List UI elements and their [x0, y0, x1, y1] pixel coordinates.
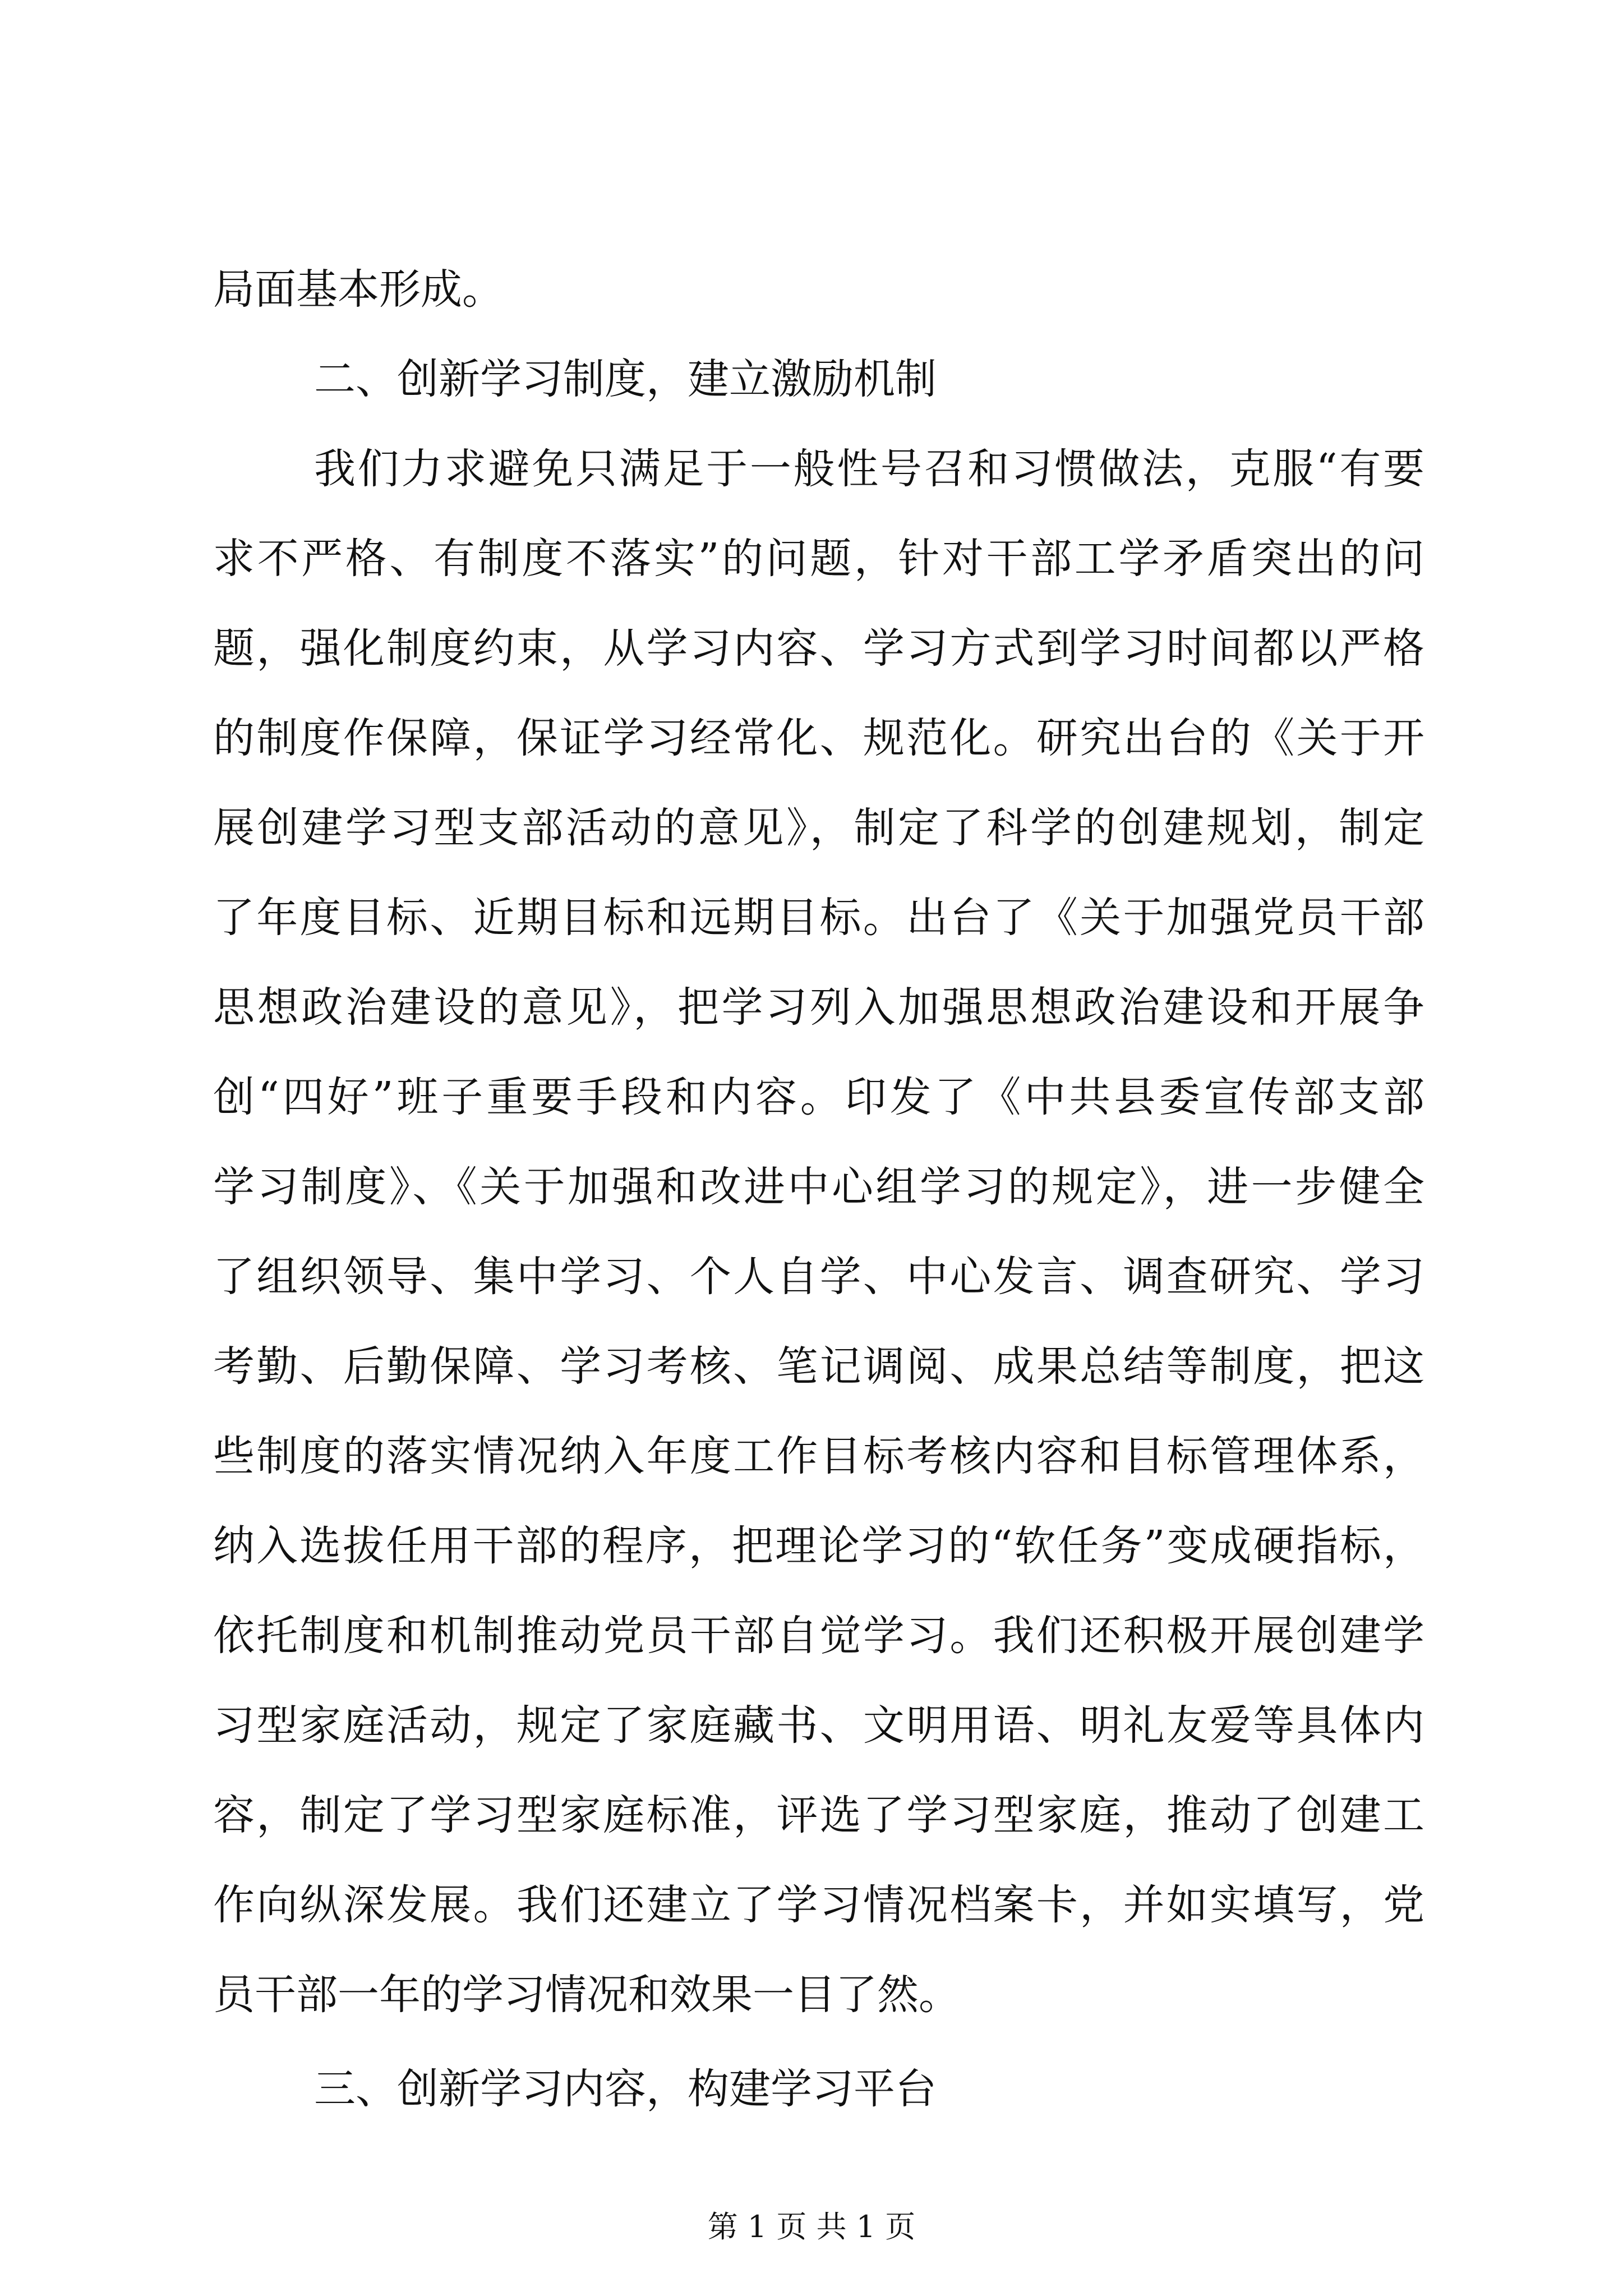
- text-line: 考勤、后勤保障、学习考核、笔记调阅、成果总结等制度，把这: [213, 1342, 1424, 1391]
- text-line: 展创建学习型支部活动的意见》，制定了科学的创建规划，制定: [213, 804, 1424, 852]
- text-line: 些制度的落实情况纳入年度工作目标考核内容和目标管理体系，: [213, 1432, 1424, 1480]
- text-line: 作向纵深发展。我们还建立了学习情况档案卡，并如实填写，党: [213, 1881, 1424, 1929]
- text-line: 员干部一年的学习情况和效果一目了然。: [213, 1971, 960, 2019]
- text-line: 纳入选拔任用干部的程序，把理论学习的“软任务”变成硬指标，: [213, 1522, 1424, 1570]
- text-line: 了组织领导、集中学习、个人自学、中心发言、调查研究、学习: [213, 1253, 1424, 1301]
- text-line: 思想政治建设的意见》，把学习列入加强思想政治建设和开展争: [213, 983, 1424, 1032]
- text-line: 习型家庭活动，规定了家庭藏书、文明用语、明礼友爱等具体内: [213, 1701, 1424, 1750]
- text-line: 了年度目标、近期目标和远期目标。出台了《关于加强党员干部: [213, 894, 1424, 942]
- section-heading: 三、创新学习内容，构建学习平台: [314, 2065, 937, 2113]
- text-line: 的制度作保障，保证学习经常化、规范化。研究出台的《关于开: [213, 714, 1424, 762]
- section-heading: 二、创新学习制度，建立激励机制: [314, 355, 937, 403]
- text-line: 题，强化制度约束，从学习内容、学习方式到学习时间都以严格: [213, 624, 1424, 673]
- text-line: 创“四好”班子重要手段和内容。印发了《中共县委宣传部支部: [213, 1073, 1424, 1121]
- page-footer: 第 1 页 共 1 页: [707, 2209, 916, 2244]
- text-line: 局面基本形成。: [213, 265, 504, 314]
- text-line: 我们力求避免只满足于一般性号召和习惯做法，克服“有要: [314, 445, 1424, 493]
- text-line: 学习制度》、《关于加强和改进中心组学习的规定》，进一步健全: [213, 1163, 1424, 1211]
- text-line: 求不严格、有制度不落实”的问题，针对干部工学矛盾突出的问: [213, 535, 1424, 583]
- text-line: 容，制定了学习型家庭标准，评选了学习型家庭，推动了创建工: [213, 1791, 1424, 1839]
- text-line: 依托制度和机制推动党员干部自觉学习。我们还积极开展创建学: [213, 1612, 1424, 1660]
